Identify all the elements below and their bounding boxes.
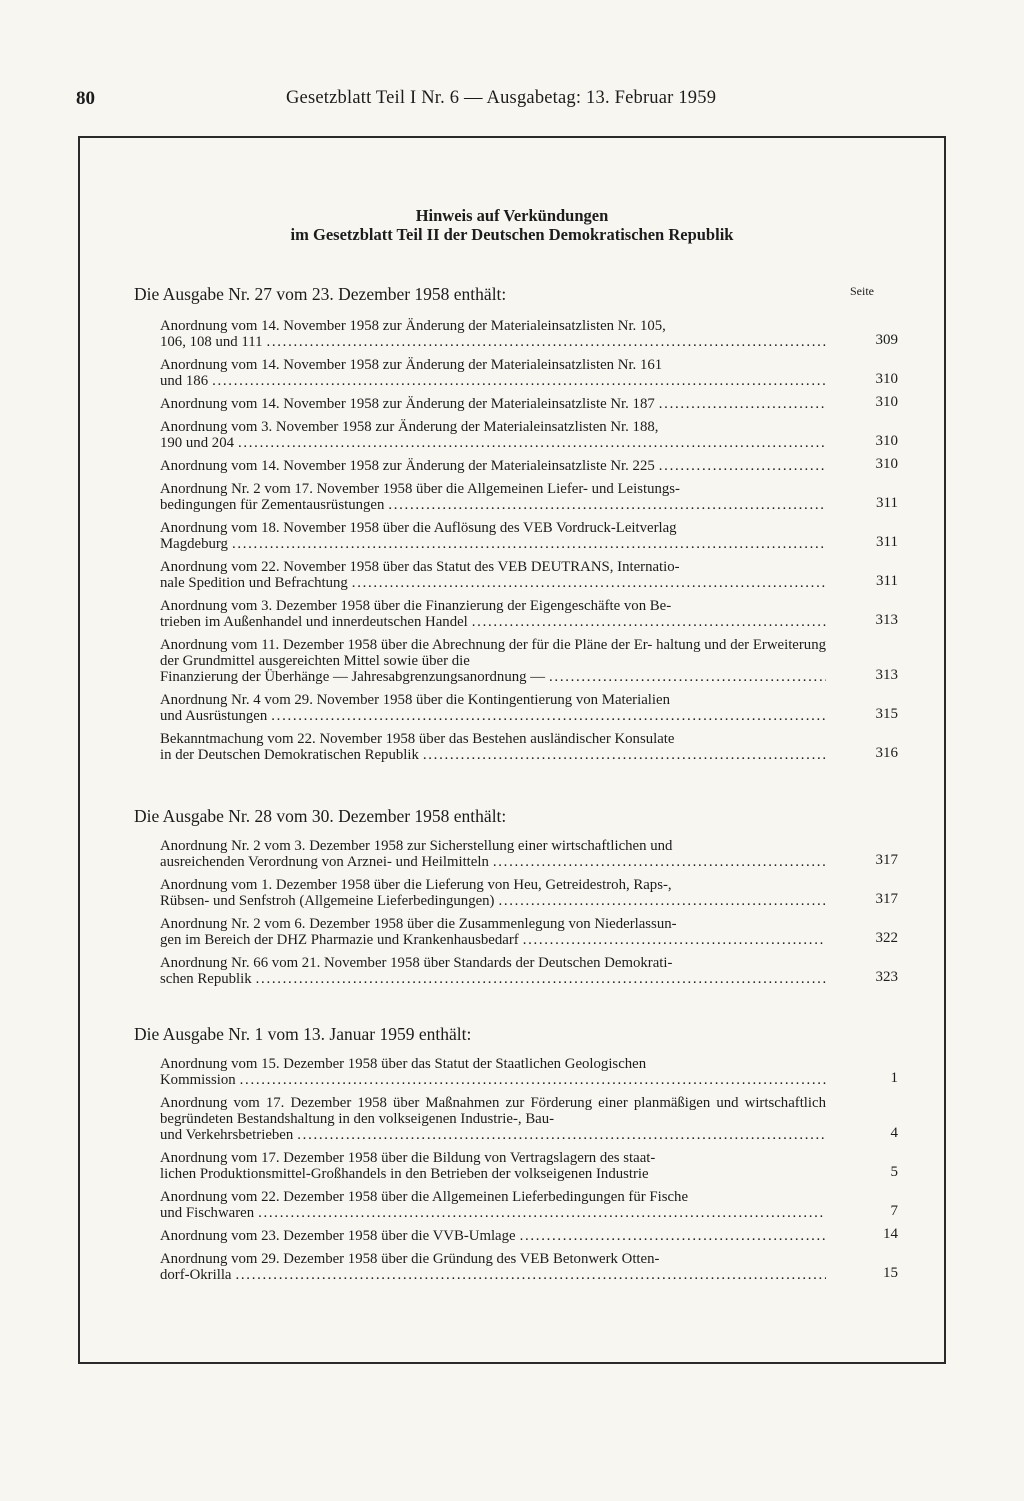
page-reference: 313 bbox=[875, 612, 898, 628]
dot-leader bbox=[388, 497, 826, 513]
entry-text: Anordnung vom 18. November 1958 über die Auflösung des VEB Vordruck-Leitverlag bbox=[160, 520, 677, 536]
entry-last-line bbox=[160, 669, 826, 685]
page-reference: 311 bbox=[876, 573, 898, 589]
page-reference: 322 bbox=[875, 930, 898, 946]
entry-text: Anordnung vom 22. November 1958 über das Statut des VEB DEUTRANS, Internatio- bbox=[160, 559, 680, 575]
entry-last-line bbox=[160, 1205, 826, 1221]
entry-text: Anordnung Nr. 2 vom 6. Dezember 1958 über die Zusammenlegung von Niederlassun- bbox=[160, 916, 677, 932]
entry-last-line bbox=[160, 1072, 826, 1088]
page-reference: 15 bbox=[883, 1265, 898, 1281]
entry-text-end: 190 und 204 bbox=[160, 435, 234, 451]
list-item bbox=[160, 731, 898, 763]
entry-text-end: Anordnung vom 14. November 1958 zur Änderung der Materialeinsatzliste Nr. 187 bbox=[160, 396, 655, 412]
dot-leader bbox=[238, 435, 826, 451]
dot-leader bbox=[520, 1228, 826, 1244]
page-reference: 5 bbox=[890, 1164, 898, 1180]
entry-text-end: Finanzierung der Überhänge — Jahresabgrenzungsanordnung — bbox=[160, 669, 546, 685]
notice-frame bbox=[78, 136, 946, 1364]
page-reference: 316 bbox=[875, 745, 898, 761]
page-reference: 317 bbox=[875, 852, 898, 868]
list-item bbox=[160, 916, 898, 948]
running-head: Gesetzblatt Teil I Nr. 6 — Ausgabetag: 13. Februar 1959 bbox=[286, 88, 717, 108]
entry-text-end: 106, 108 und 111 bbox=[160, 334, 263, 350]
dot-leader bbox=[232, 536, 826, 552]
dot-leader bbox=[423, 747, 826, 763]
dot-leader bbox=[212, 373, 826, 389]
issue-entries bbox=[160, 318, 898, 770]
page-reference: 7 bbox=[890, 1203, 898, 1219]
entry-last-line bbox=[160, 575, 826, 591]
dot-leader bbox=[472, 614, 826, 630]
list-item bbox=[160, 692, 898, 724]
issue-heading: Die Ausgabe Nr. 28 vom 30. Dezember 1958 enthält: bbox=[134, 806, 507, 826]
list-item bbox=[160, 1095, 898, 1143]
dot-leader bbox=[236, 1267, 827, 1283]
page-reference: 323 bbox=[875, 969, 898, 985]
list-item bbox=[160, 1251, 898, 1283]
list-item bbox=[160, 419, 898, 451]
entry-text-end: und 186 bbox=[160, 373, 209, 389]
entry-text: Anordnung vom 22. Dezember 1958 über die Allgemeinen Lieferbedingungen für Fische bbox=[160, 1189, 689, 1205]
page-reference: 310 bbox=[875, 433, 898, 449]
page-reference: 311 bbox=[876, 534, 898, 550]
entry-text: Anordnung Nr. 2 vom 3. Dezember 1958 zur Sicherstellung einer wirtschaftlichen und bbox=[160, 838, 673, 854]
list-item bbox=[160, 598, 898, 630]
entry-last-line bbox=[160, 893, 826, 909]
notice-title-line1: Hinweis auf Verkündungen bbox=[415, 206, 609, 225]
dot-leader bbox=[240, 1072, 826, 1088]
entry-text: Anordnung Nr. 2 vom 17. November 1958 über die Allgemeinen Liefer- und Leistungs- bbox=[160, 481, 680, 497]
issue-heading: Die Ausgabe Nr. 1 vom 13. Januar 1959 enthält: bbox=[134, 1024, 472, 1044]
page-reference: 14 bbox=[883, 1226, 898, 1242]
issue-entries bbox=[160, 1056, 898, 1290]
dot-leader bbox=[493, 854, 826, 870]
entry-last-line bbox=[160, 1267, 826, 1283]
entry-text-end: und Fischwaren bbox=[160, 1205, 255, 1221]
page-number: 80 bbox=[76, 88, 95, 109]
dot-leader bbox=[256, 971, 826, 987]
entry-text-end: Rübsen- und Senfstroh (Allgemeine Lieferbedingungen) bbox=[160, 893, 495, 909]
page-column-label: Seite bbox=[850, 284, 874, 298]
entry-last-line bbox=[160, 854, 826, 870]
notice-title-line2: im Gesetzblatt Teil II der Deutschen Demokratischen Republik bbox=[290, 225, 734, 244]
page-reference: 317 bbox=[875, 891, 898, 907]
page-reference: 1 bbox=[890, 1070, 898, 1086]
entry-last-line bbox=[160, 614, 826, 630]
dot-leader bbox=[523, 932, 826, 948]
entry-last-line bbox=[160, 1228, 826, 1244]
list-item bbox=[160, 357, 898, 389]
entry-text: Anordnung vom 1. Dezember 1958 über die Lieferung von Heu, Getreidestroh, Raps-, bbox=[160, 877, 672, 893]
page-reference: 309 bbox=[875, 332, 898, 348]
entry-text: Anordnung Nr. 4 vom 29. November 1958 über die Kontingentierung von Materialien bbox=[160, 692, 670, 708]
dot-leader bbox=[659, 458, 826, 474]
dot-leader bbox=[266, 334, 826, 350]
entry-text: Anordnung vom 14. November 1958 zur Änderung der Materialeinsatzlisten Nr. 105, bbox=[160, 318, 666, 334]
page-reference: 315 bbox=[875, 706, 898, 722]
entry-text-end: nale Spedition und Befrachtung bbox=[160, 575, 348, 591]
list-item bbox=[160, 877, 898, 909]
notice-title bbox=[80, 206, 944, 244]
entry-last-line bbox=[160, 458, 826, 474]
entry-text-end: Anordnung vom 23. Dezember 1958 über die VVB-Umlage bbox=[160, 1228, 516, 1244]
list-item bbox=[160, 394, 898, 412]
entry-last-line bbox=[160, 536, 826, 552]
list-item bbox=[160, 1056, 898, 1088]
list-item bbox=[160, 838, 898, 870]
entry-text: Anordnung vom 15. Dezember 1958 über das Statut der Staatlichen Geologischen bbox=[160, 1056, 647, 1072]
page-reference: 310 bbox=[875, 371, 898, 387]
entry-text: Anordnung Nr. 66 vom 21. November 1958 über Standards der Deutschen Demokrati- bbox=[160, 955, 673, 971]
entry-text-end: in der Deutschen Demokratischen Republik bbox=[160, 747, 419, 763]
entry-last-line bbox=[160, 373, 826, 389]
entry-last-line bbox=[160, 435, 826, 451]
list-item bbox=[160, 559, 898, 591]
entry-text-end: schen Republik bbox=[160, 971, 252, 987]
entry-last-line bbox=[160, 1127, 826, 1143]
entry-last-line bbox=[160, 971, 826, 987]
entry-text-end: ausreichenden Verordnung von Arznei- und Heilmitteln bbox=[160, 854, 489, 870]
dot-leader bbox=[271, 708, 826, 724]
entry-last-line bbox=[160, 396, 826, 412]
entry-text-end: Kommission bbox=[160, 1072, 236, 1088]
list-item bbox=[160, 318, 898, 350]
entry-text: Anordnung vom 29. Dezember 1958 über die Gründung des VEB Betonwerk Otten- bbox=[160, 1251, 660, 1267]
entry-last-line bbox=[160, 932, 826, 948]
entry-text-end: bedingungen für Zementausrüstungen bbox=[160, 497, 385, 513]
entry-text-end: lichen Produktionsmittel-Großhandels in den Betrieben der volkseigenen Industrie bbox=[160, 1166, 649, 1182]
list-item bbox=[160, 637, 898, 685]
entry-last-line bbox=[160, 334, 826, 350]
entry-text-end: Magdeburg bbox=[160, 536, 228, 552]
entry-text-end: und Ausrüstungen bbox=[160, 708, 268, 724]
entry-text-end: Anordnung vom 14. November 1958 zur Änderung der Materialeinsatzliste Nr. 225 bbox=[160, 458, 655, 474]
entry-last-line bbox=[160, 747, 826, 763]
issue-heading: Die Ausgabe Nr. 27 vom 23. Dezember 1958 enthält: bbox=[134, 284, 507, 304]
entry-last-line bbox=[160, 497, 826, 513]
entry-text: Anordnung vom 3. November 1958 zur Änderung der Materialeinsatzlisten Nr. 188, bbox=[160, 419, 659, 435]
list-item bbox=[160, 481, 898, 513]
entry-text: Bekanntmachung vom 22. November 1958 über das Bestehen ausländischer Konsulate bbox=[160, 731, 675, 747]
page-reference: 310 bbox=[875, 394, 898, 410]
page-reference: 310 bbox=[875, 456, 898, 472]
dot-leader bbox=[498, 893, 826, 909]
entry-text-end: gen im Bereich der DHZ Pharmazie und Krankenhausbedarf bbox=[160, 932, 519, 948]
dot-leader bbox=[549, 669, 826, 685]
list-item bbox=[160, 1226, 898, 1244]
entry-text: Anordnung vom 17. Dezember 1958 über Maßnahmen zur Förderung einer planmäßigen und wirtschaftlich begründeten Bestandshaltung in den volkseigenen Industrie-, Bau- bbox=[160, 1095, 826, 1127]
issue-entries bbox=[160, 838, 898, 994]
dot-leader bbox=[297, 1127, 826, 1143]
list-item bbox=[160, 955, 898, 987]
entry-text-end: dorf-Okrilla bbox=[160, 1267, 232, 1283]
dot-leader bbox=[352, 575, 826, 591]
entry-last-line bbox=[160, 708, 826, 724]
entry-text-end: trieben im Außenhandel und innerdeutschen Handel bbox=[160, 614, 468, 630]
list-item bbox=[160, 456, 898, 474]
list-item bbox=[160, 1150, 898, 1182]
dot-leader bbox=[659, 396, 826, 412]
entry-text: Anordnung vom 14. November 1958 zur Änderung der Materialeinsatzlisten Nr. 161 bbox=[160, 357, 663, 373]
list-item bbox=[160, 1189, 898, 1221]
page-reference: 313 bbox=[875, 667, 898, 683]
entry-text: Anordnung vom 17. Dezember 1958 über die Bildung von Vertragslagern des staat- bbox=[160, 1150, 656, 1166]
page-reference: 4 bbox=[890, 1125, 898, 1141]
list-item bbox=[160, 520, 898, 552]
entry-text-end: und Verkehrsbetrieben bbox=[160, 1127, 294, 1143]
entry-text: Anordnung vom 3. Dezember 1958 über die Finanzierung der Eigengeschäfte von Be- bbox=[160, 598, 672, 614]
page-reference: 311 bbox=[876, 495, 898, 511]
entry-text: Anordnung vom 11. Dezember 1958 über die Abrechnung der für die Pläne der Er- haltung und der Erweiterung der Grundmittel ausgereichten Mittel sowie über die bbox=[160, 637, 826, 669]
entry-last-line bbox=[160, 1166, 826, 1182]
dot-leader bbox=[258, 1205, 826, 1221]
